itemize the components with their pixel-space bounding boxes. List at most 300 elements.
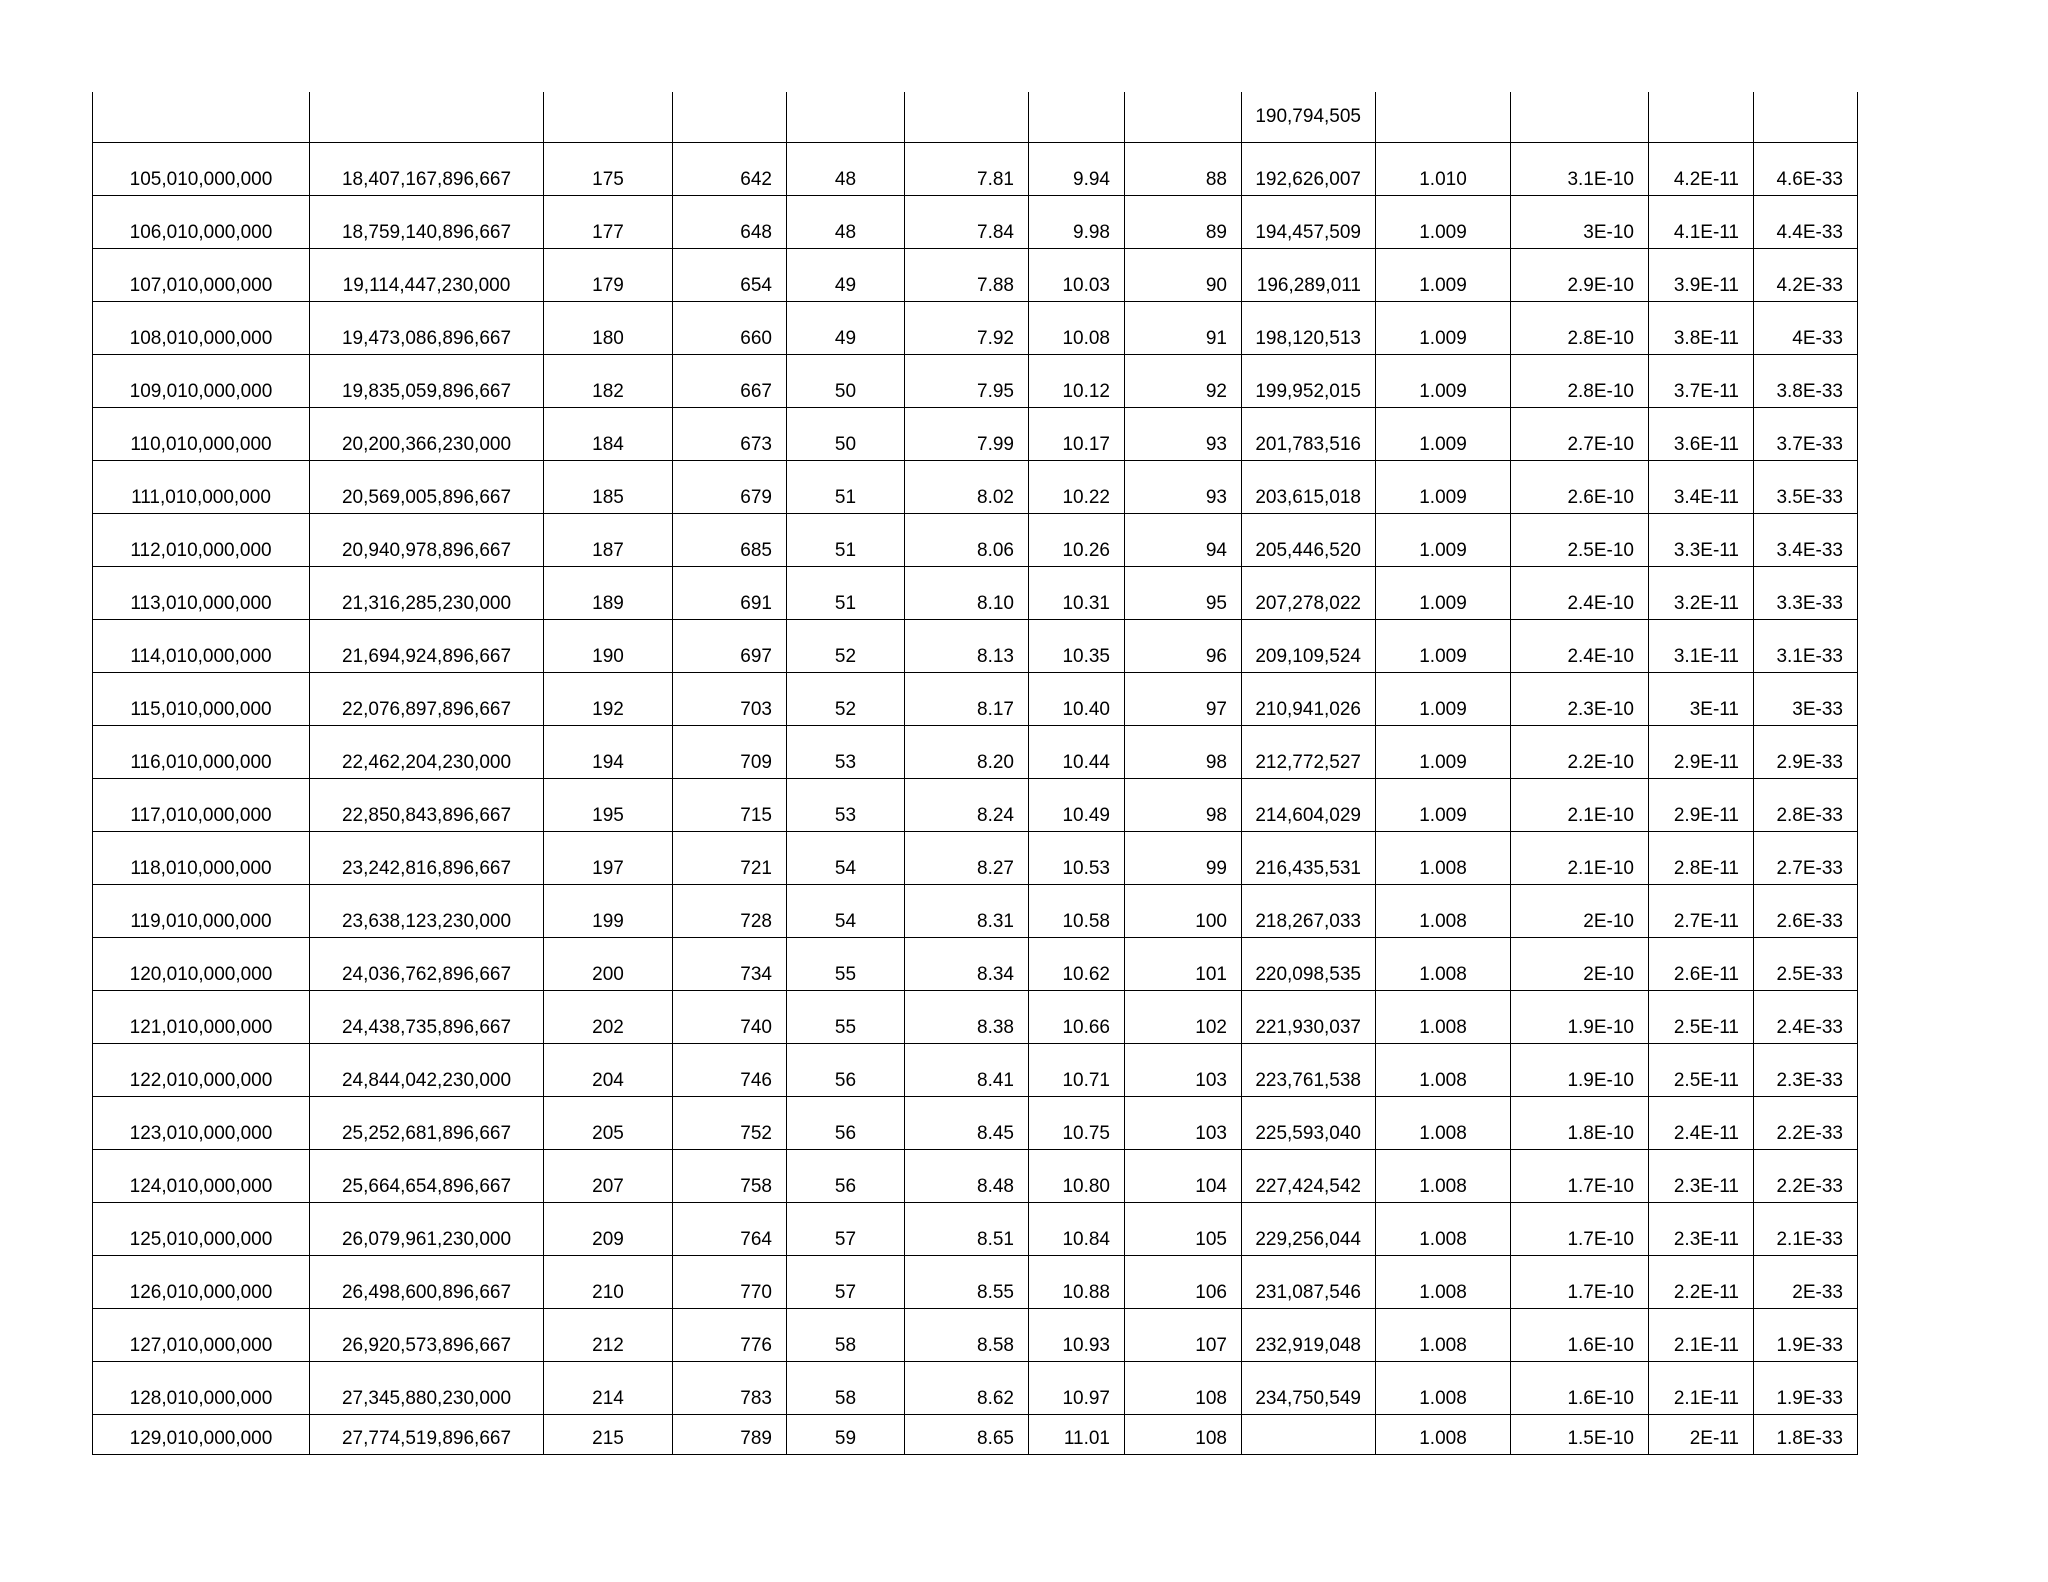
table-cell-col-e: 56	[787, 1097, 905, 1150]
table-cell-col-l: 2.9E-11	[1649, 726, 1754, 779]
table-cell-col-f: 8.06	[905, 514, 1029, 567]
table-cell-col-m: 2.4E-33	[1754, 991, 1858, 1044]
table-cell-col-d: 789	[673, 1415, 787, 1455]
table-cell-col-l: 2.4E-11	[1649, 1097, 1754, 1150]
table-cell-col-k: 3.1E-10	[1511, 143, 1649, 196]
table-cell-col-h: 103	[1125, 1097, 1242, 1150]
table-cell-col-e: 50	[787, 355, 905, 408]
table-row	[93, 461, 1858, 514]
table-row	[93, 832, 1858, 885]
table-cell-col-c: 192	[544, 673, 673, 726]
table-cell-col-c: 209	[544, 1203, 673, 1256]
table-cell-col-a: 129,010,000,000	[93, 1415, 310, 1455]
table-cell-col-l: 3.2E-11	[1649, 567, 1754, 620]
table-cell-col-l	[1649, 92, 1754, 143]
table-row	[93, 1150, 1858, 1203]
table-cell-col-k: 1.9E-10	[1511, 1044, 1649, 1097]
table-body	[93, 92, 1858, 1455]
table-cell-col-k: 1.7E-10	[1511, 1203, 1649, 1256]
table-cell-col-g: 9.94	[1029, 143, 1125, 196]
table-cell-col-l: 2.5E-11	[1649, 1044, 1754, 1097]
table-cell-col-i: 194,457,509	[1242, 196, 1376, 249]
table-cell-col-l: 3.3E-11	[1649, 514, 1754, 567]
table-cell-col-l: 2.2E-11	[1649, 1256, 1754, 1309]
table-cell-col-a: 118,010,000,000	[93, 832, 310, 885]
table-cell-col-d	[673, 92, 787, 143]
table-cell-col-j: 1.008	[1376, 1203, 1511, 1256]
table-cell-col-b: 18,759,140,896,667	[310, 196, 544, 249]
table-cell-col-a: 122,010,000,000	[93, 1044, 310, 1097]
table-cell-col-j: 1.009	[1376, 355, 1511, 408]
table-cell-col-d: 648	[673, 196, 787, 249]
table-cell-col-b: 27,774,519,896,667	[310, 1415, 544, 1455]
table-cell-col-f: 8.45	[905, 1097, 1029, 1150]
table-cell-col-a: 120,010,000,000	[93, 938, 310, 991]
table-cell-col-h: 94	[1125, 514, 1242, 567]
table-cell-col-j: 1.010	[1376, 143, 1511, 196]
table-cell-col-f: 8.17	[905, 673, 1029, 726]
table-cell-col-j: 1.008	[1376, 1044, 1511, 1097]
table-cell-col-l: 2.1E-11	[1649, 1309, 1754, 1362]
table-row	[93, 1203, 1858, 1256]
table-cell-col-a: 115,010,000,000	[93, 673, 310, 726]
table-cell-col-j: 1.008	[1376, 1150, 1511, 1203]
table-row	[93, 726, 1858, 779]
table-cell-col-k: 1.6E-10	[1511, 1309, 1649, 1362]
table-cell-col-m: 3E-33	[1754, 673, 1858, 726]
table-cell-col-k: 2.8E-10	[1511, 355, 1649, 408]
table-cell-col-e: 51	[787, 567, 905, 620]
table-cell-col-e: 56	[787, 1150, 905, 1203]
table-cell-col-a: 113,010,000,000	[93, 567, 310, 620]
table-row	[93, 1309, 1858, 1362]
table-row	[93, 1256, 1858, 1309]
table-cell-col-j: 1.008	[1376, 991, 1511, 1044]
table-cell-col-h: 98	[1125, 726, 1242, 779]
table-row	[93, 355, 1858, 408]
table-cell-col-c: 182	[544, 355, 673, 408]
table-cell-col-g: 10.08	[1029, 302, 1125, 355]
table-cell-col-k: 2.1E-10	[1511, 779, 1649, 832]
table-cell-col-h: 89	[1125, 196, 1242, 249]
table-cell-col-e: 50	[787, 408, 905, 461]
table-cell-col-l: 2.6E-11	[1649, 938, 1754, 991]
table-cell-col-j: 1.009	[1376, 726, 1511, 779]
table-cell-col-j	[1376, 92, 1511, 143]
table-cell-col-e: 51	[787, 461, 905, 514]
table-cell-col-f: 8.31	[905, 885, 1029, 938]
table-cell-col-f: 7.88	[905, 249, 1029, 302]
table-cell-col-h: 106	[1125, 1256, 1242, 1309]
table-cell-col-e: 51	[787, 514, 905, 567]
table-cell-col-d: 679	[673, 461, 787, 514]
table-cell-col-a: 124,010,000,000	[93, 1150, 310, 1203]
table-cell-col-d: 721	[673, 832, 787, 885]
table-cell-col-f: 8.20	[905, 726, 1029, 779]
table-cell-col-e: 49	[787, 249, 905, 302]
table-cell-col-c: 204	[544, 1044, 673, 1097]
table-row	[93, 779, 1858, 832]
table-cell-col-k	[1511, 92, 1649, 143]
table-row	[93, 196, 1858, 249]
table-cell-col-c: 202	[544, 991, 673, 1044]
table-cell-col-a: 110,010,000,000	[93, 408, 310, 461]
table-cell-col-h: 93	[1125, 461, 1242, 514]
table-cell-col-k: 2.3E-10	[1511, 673, 1649, 726]
table-cell-col-e: 48	[787, 143, 905, 196]
table-cell-col-a: 123,010,000,000	[93, 1097, 310, 1150]
table-cell-col-h: 108	[1125, 1415, 1242, 1455]
table-cell-col-d: 667	[673, 355, 787, 408]
table-cell-col-c: 212	[544, 1309, 673, 1362]
table-cell-col-i: 225,593,040	[1242, 1097, 1376, 1150]
table-cell-col-a: 127,010,000,000	[93, 1309, 310, 1362]
table-cell-col-m: 2.7E-33	[1754, 832, 1858, 885]
table-cell-col-c: 214	[544, 1362, 673, 1415]
table-row	[93, 408, 1858, 461]
data-table	[92, 92, 1858, 1455]
table-cell-col-k: 2.4E-10	[1511, 567, 1649, 620]
table-cell-col-j: 1.008	[1376, 1415, 1511, 1455]
table-cell-col-l: 3.4E-11	[1649, 461, 1754, 514]
table-cell-col-b: 23,242,816,896,667	[310, 832, 544, 885]
table-cell-col-j: 1.009	[1376, 620, 1511, 673]
table-cell-col-b: 26,920,573,896,667	[310, 1309, 544, 1362]
table-cell-col-d: 673	[673, 408, 787, 461]
table-cell-col-j: 1.009	[1376, 514, 1511, 567]
table-cell-col-c: 199	[544, 885, 673, 938]
table-cell-col-c	[544, 92, 673, 143]
table-cell-col-a: 126,010,000,000	[93, 1256, 310, 1309]
table-cell-col-i: 216,435,531	[1242, 832, 1376, 885]
table-cell-col-e: 59	[787, 1415, 905, 1455]
table-cell-col-d: 776	[673, 1309, 787, 1362]
table-cell-col-i: 207,278,022	[1242, 567, 1376, 620]
table-cell-col-e: 53	[787, 779, 905, 832]
table-cell-col-f: 8.38	[905, 991, 1029, 1044]
table-cell-col-f	[905, 92, 1029, 143]
table-cell-col-e	[787, 92, 905, 143]
table-cell-col-g: 11.01	[1029, 1415, 1125, 1455]
table-cell-col-j: 1.008	[1376, 885, 1511, 938]
table-cell-col-d: 752	[673, 1097, 787, 1150]
table-cell-col-b: 24,844,042,230,000	[310, 1044, 544, 1097]
table-cell-col-e: 56	[787, 1044, 905, 1097]
table-cell-col-i: 201,783,516	[1242, 408, 1376, 461]
table-cell-col-m: 2E-33	[1754, 1256, 1858, 1309]
table-cell-col-m: 3.1E-33	[1754, 620, 1858, 673]
table-cell-col-m: 4.4E-33	[1754, 196, 1858, 249]
table-cell-col-b: 24,036,762,896,667	[310, 938, 544, 991]
table-cell-col-i: 212,772,527	[1242, 726, 1376, 779]
table-row	[93, 991, 1858, 1044]
table-cell-col-a: 119,010,000,000	[93, 885, 310, 938]
table-cell-col-h	[1125, 92, 1242, 143]
table-cell-col-k: 2.7E-10	[1511, 408, 1649, 461]
table-cell-col-d: 746	[673, 1044, 787, 1097]
table-cell-col-h: 90	[1125, 249, 1242, 302]
table-cell-col-a: 116,010,000,000	[93, 726, 310, 779]
table-cell-col-l: 2.7E-11	[1649, 885, 1754, 938]
table-cell-col-d: 783	[673, 1362, 787, 1415]
table-cell-col-f: 8.27	[905, 832, 1029, 885]
table-cell-col-f: 8.62	[905, 1362, 1029, 1415]
table-cell-col-f: 7.95	[905, 355, 1029, 408]
table-cell-col-d: 691	[673, 567, 787, 620]
table-cell-col-f: 7.92	[905, 302, 1029, 355]
table-cell-col-k: 2.4E-10	[1511, 620, 1649, 673]
table-cell-col-m: 1.9E-33	[1754, 1309, 1858, 1362]
table-cell-col-a: 125,010,000,000	[93, 1203, 310, 1256]
table-cell-col-h: 100	[1125, 885, 1242, 938]
table-cell-col-i: 231,087,546	[1242, 1256, 1376, 1309]
table-cell-col-f: 8.41	[905, 1044, 1029, 1097]
table-cell-col-a: 112,010,000,000	[93, 514, 310, 567]
table-cell-col-d: 740	[673, 991, 787, 1044]
table-cell-col-h: 105	[1125, 1203, 1242, 1256]
table-cell-col-k: 1.8E-10	[1511, 1097, 1649, 1150]
table-cell-col-j: 1.008	[1376, 1309, 1511, 1362]
table-cell-col-c: 187	[544, 514, 673, 567]
table-cell-col-b: 21,694,924,896,667	[310, 620, 544, 673]
table-cell-col-c: 210	[544, 1256, 673, 1309]
table-cell-col-i: 227,424,542	[1242, 1150, 1376, 1203]
table-cell-col-h: 103	[1125, 1044, 1242, 1097]
table-cell-col-h: 97	[1125, 673, 1242, 726]
table-cell-col-c: 180	[544, 302, 673, 355]
table-cell-col-f: 8.58	[905, 1309, 1029, 1362]
table-cell-col-l: 2.8E-11	[1649, 832, 1754, 885]
table-row	[93, 302, 1858, 355]
table-cell-col-d: 734	[673, 938, 787, 991]
table-row	[93, 938, 1858, 991]
table-cell-col-g: 10.84	[1029, 1203, 1125, 1256]
table-cell-col-h: 96	[1125, 620, 1242, 673]
table-cell-col-b: 19,114,447,230,000	[310, 249, 544, 302]
table-cell-col-m: 3.4E-33	[1754, 514, 1858, 567]
table-cell-col-l: 2.3E-11	[1649, 1203, 1754, 1256]
table-cell-col-m: 4.2E-33	[1754, 249, 1858, 302]
table-cell-col-j: 1.009	[1376, 249, 1511, 302]
table-cell-col-l: 2.3E-11	[1649, 1150, 1754, 1203]
table-cell-col-b: 23,638,123,230,000	[310, 885, 544, 938]
table-cell-col-g: 10.22	[1029, 461, 1125, 514]
table-cell-col-f: 7.84	[905, 196, 1029, 249]
table-cell-col-h: 95	[1125, 567, 1242, 620]
table-row	[93, 1044, 1858, 1097]
table-cell-col-d: 770	[673, 1256, 787, 1309]
table-cell-col-m: 2.8E-33	[1754, 779, 1858, 832]
table-cell-col-i: 223,761,538	[1242, 1044, 1376, 1097]
table-cell-col-a: 117,010,000,000	[93, 779, 310, 832]
table-cell-col-m: 3.7E-33	[1754, 408, 1858, 461]
table-cell-col-e: 58	[787, 1362, 905, 1415]
table-cell-col-b: 22,462,204,230,000	[310, 726, 544, 779]
table-cell-col-c: 184	[544, 408, 673, 461]
table-cell-col-g: 10.35	[1029, 620, 1125, 673]
table-cell-col-k: 2.5E-10	[1511, 514, 1649, 567]
table-cell-col-e: 49	[787, 302, 905, 355]
data-sheet	[92, 92, 1858, 1455]
table-cell-col-e: 58	[787, 1309, 905, 1362]
table-cell-col-e: 52	[787, 673, 905, 726]
table-cell-col-a: 109,010,000,000	[93, 355, 310, 408]
table-cell-col-a	[93, 92, 310, 143]
table-cell-col-h: 102	[1125, 991, 1242, 1044]
table-cell-col-h: 108	[1125, 1362, 1242, 1415]
table-cell-col-k: 2E-10	[1511, 938, 1649, 991]
table-cell-col-c: 185	[544, 461, 673, 514]
table-row	[93, 885, 1858, 938]
table-cell-col-i: 196,289,011	[1242, 249, 1376, 302]
table-cell-col-a: 106,010,000,000	[93, 196, 310, 249]
table-cell-col-g: 10.26	[1029, 514, 1125, 567]
table-cell-col-h: 98	[1125, 779, 1242, 832]
table-cell-col-j: 1.009	[1376, 461, 1511, 514]
table-cell-col-m: 3.8E-33	[1754, 355, 1858, 408]
table-cell-col-j: 1.008	[1376, 1256, 1511, 1309]
table-cell-col-j: 1.008	[1376, 1097, 1511, 1150]
table-cell-col-j: 1.008	[1376, 832, 1511, 885]
table-cell-col-l: 3.8E-11	[1649, 302, 1754, 355]
table-cell-col-e: 55	[787, 991, 905, 1044]
table-cell-col-m	[1754, 92, 1858, 143]
table-cell-col-f: 8.13	[905, 620, 1029, 673]
table-cell-col-b: 22,076,897,896,667	[310, 673, 544, 726]
table-row	[93, 1097, 1858, 1150]
table-cell-col-i: 218,267,033	[1242, 885, 1376, 938]
table-cell-col-i: 221,930,037	[1242, 991, 1376, 1044]
table-cell-col-g: 10.75	[1029, 1097, 1125, 1150]
table-cell-col-b: 24,438,735,896,667	[310, 991, 544, 1044]
table-cell-col-g: 10.53	[1029, 832, 1125, 885]
table-row	[93, 143, 1858, 196]
table-cell-col-f: 8.10	[905, 567, 1029, 620]
table-cell-col-h: 101	[1125, 938, 1242, 991]
table-cell-col-b: 26,079,961,230,000	[310, 1203, 544, 1256]
table-row	[93, 249, 1858, 302]
table-cell-col-a: 121,010,000,000	[93, 991, 310, 1044]
table-cell-col-c: 195	[544, 779, 673, 832]
table-cell-col-e: 53	[787, 726, 905, 779]
table-row	[93, 92, 1858, 143]
table-cell-col-b: 25,252,681,896,667	[310, 1097, 544, 1150]
table-cell-col-m: 2.2E-33	[1754, 1150, 1858, 1203]
table-cell-col-d: 703	[673, 673, 787, 726]
table-cell-col-m: 3.3E-33	[1754, 567, 1858, 620]
table-cell-col-e: 57	[787, 1203, 905, 1256]
table-cell-col-m: 4E-33	[1754, 302, 1858, 355]
table-cell-col-i: 205,446,520	[1242, 514, 1376, 567]
table-cell-col-g: 10.12	[1029, 355, 1125, 408]
table-cell-col-j: 1.009	[1376, 779, 1511, 832]
table-cell-col-j: 1.009	[1376, 302, 1511, 355]
table-cell-col-l: 3.1E-11	[1649, 620, 1754, 673]
table-cell-col-b: 21,316,285,230,000	[310, 567, 544, 620]
table-cell-col-m: 2.1E-33	[1754, 1203, 1858, 1256]
table-cell-col-c: 179	[544, 249, 673, 302]
table-cell-col-m: 2.3E-33	[1754, 1044, 1858, 1097]
table-cell-col-g: 9.98	[1029, 196, 1125, 249]
table-cell-col-b: 27,345,880,230,000	[310, 1362, 544, 1415]
table-cell-col-d: 685	[673, 514, 787, 567]
table-cell-col-c: 189	[544, 567, 673, 620]
table-cell-col-k: 1.5E-10	[1511, 1415, 1649, 1455]
table-cell-col-l: 2.5E-11	[1649, 991, 1754, 1044]
table-cell-col-b: 26,498,600,896,667	[310, 1256, 544, 1309]
table-cell-col-g	[1029, 92, 1125, 143]
table-cell-col-k: 2.6E-10	[1511, 461, 1649, 514]
table-cell-col-i: 210,941,026	[1242, 673, 1376, 726]
table-cell-col-b: 19,473,086,896,667	[310, 302, 544, 355]
table-cell-col-h: 92	[1125, 355, 1242, 408]
table-cell-col-g: 10.62	[1029, 938, 1125, 991]
table-row	[93, 514, 1858, 567]
table-cell-col-c: 205	[544, 1097, 673, 1150]
table-cell-col-l: 4.2E-11	[1649, 143, 1754, 196]
table-cell-col-k: 2.9E-10	[1511, 249, 1649, 302]
table-cell-col-g: 10.44	[1029, 726, 1125, 779]
table-cell-col-l: 3.6E-11	[1649, 408, 1754, 461]
table-cell-col-g: 10.71	[1029, 1044, 1125, 1097]
table-cell-col-d: 758	[673, 1150, 787, 1203]
table-cell-col-f: 7.81	[905, 143, 1029, 196]
table-cell-col-i: 234,750,549	[1242, 1362, 1376, 1415]
table-cell-col-l: 3.9E-11	[1649, 249, 1754, 302]
table-cell-col-g: 10.58	[1029, 885, 1125, 938]
table-cell-col-a: 107,010,000,000	[93, 249, 310, 302]
table-cell-col-i: 229,256,044	[1242, 1203, 1376, 1256]
table-cell-col-i: 203,615,018	[1242, 461, 1376, 514]
table-cell-col-a: 108,010,000,000	[93, 302, 310, 355]
table-cell-col-a: 114,010,000,000	[93, 620, 310, 673]
table-cell-col-g: 10.93	[1029, 1309, 1125, 1362]
table-cell-col-c: 215	[544, 1415, 673, 1455]
table-cell-col-g: 10.17	[1029, 408, 1125, 461]
table-cell-col-i	[1242, 1415, 1376, 1455]
table-cell-col-a: 105,010,000,000	[93, 143, 310, 196]
table-cell-col-m: 3.5E-33	[1754, 461, 1858, 514]
table-cell-col-b: 20,940,978,896,667	[310, 514, 544, 567]
table-cell-col-g: 10.03	[1029, 249, 1125, 302]
table-cell-col-e: 48	[787, 196, 905, 249]
table-cell-col-k: 2E-10	[1511, 885, 1649, 938]
table-cell-col-c: 190	[544, 620, 673, 673]
table-cell-col-f: 8.55	[905, 1256, 1029, 1309]
table-cell-col-h: 107	[1125, 1309, 1242, 1362]
table-cell-col-l: 2E-11	[1649, 1415, 1754, 1455]
table-cell-col-h: 88	[1125, 143, 1242, 196]
table-row	[93, 673, 1858, 726]
table-cell-col-m: 4.6E-33	[1754, 143, 1858, 196]
table-row	[93, 1415, 1858, 1455]
table-cell-col-d: 697	[673, 620, 787, 673]
table-cell-col-b: 25,664,654,896,667	[310, 1150, 544, 1203]
table-row	[93, 1362, 1858, 1415]
table-cell-col-k: 2.8E-10	[1511, 302, 1649, 355]
table-cell-col-c: 177	[544, 196, 673, 249]
table-row	[93, 567, 1858, 620]
table-cell-col-i: 232,919,048	[1242, 1309, 1376, 1362]
table-cell-col-i: 214,604,029	[1242, 779, 1376, 832]
table-cell-col-c: 207	[544, 1150, 673, 1203]
table-cell-col-c: 175	[544, 143, 673, 196]
table-cell-col-j: 1.008	[1376, 938, 1511, 991]
table-cell-col-m: 2.6E-33	[1754, 885, 1858, 938]
table-cell-col-k: 2.2E-10	[1511, 726, 1649, 779]
table-cell-col-m: 2.9E-33	[1754, 726, 1858, 779]
table-cell-col-b: 20,200,366,230,000	[310, 408, 544, 461]
